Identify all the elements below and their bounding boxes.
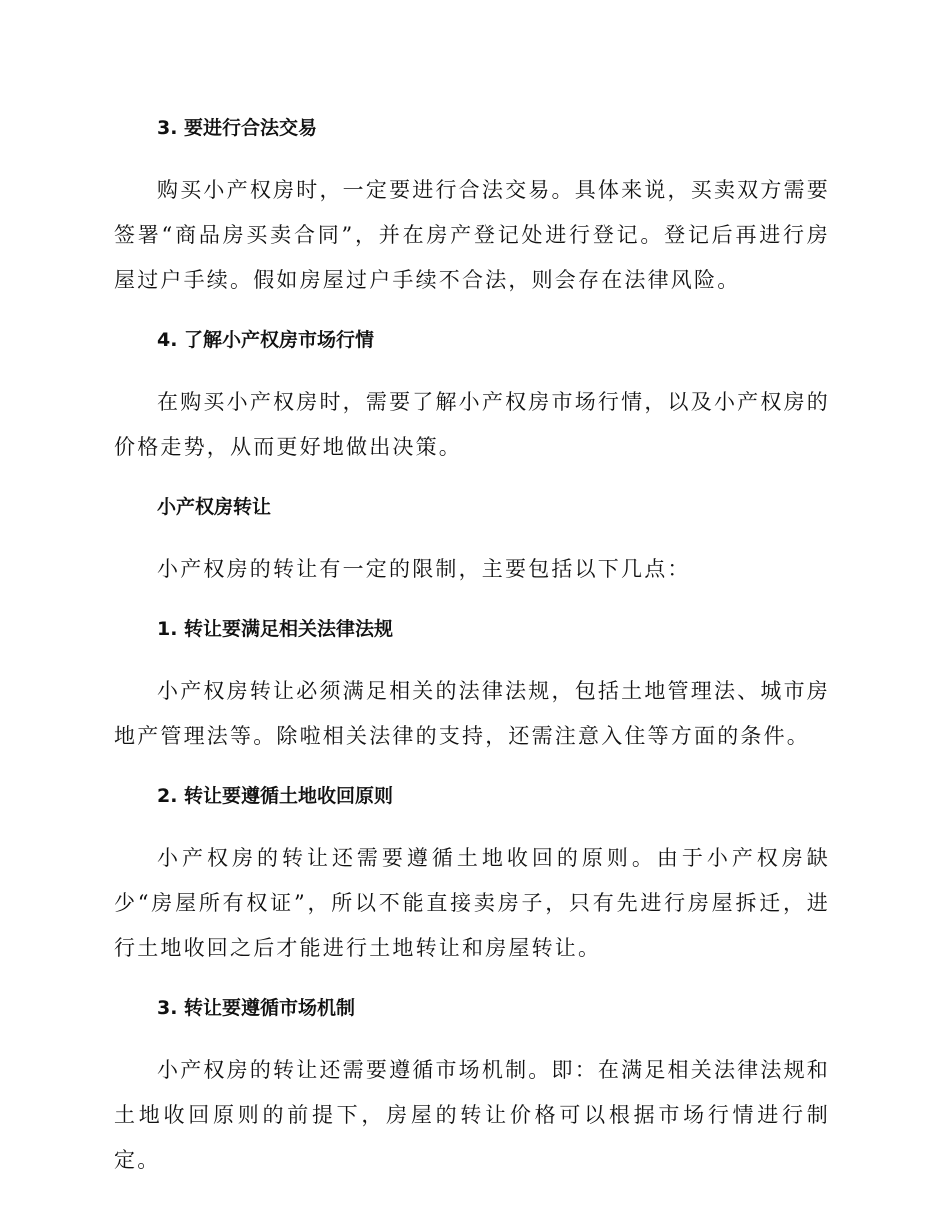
section-paragraph-market-mechanism: 小产权房的转让还需要遵循市场机制。即：在满足相关法律法规和土地收回原则的前提下，房屋的转让价格可以根据市场行情进行制定。: [114, 1058, 830, 1172]
section-heading-land-recovery: 2. 转让要遵循土地收回原则: [157, 785, 394, 807]
section-paragraph-transfer: 小产权房的转让有一定的限制，主要包括以下几点：: [157, 557, 691, 581]
section-heading-market-mechanism: 3. 转让要遵循市场机制: [157, 997, 356, 1019]
section-paragraph-land-recovery: 小产权房的转让还需要遵循土地收回的原则。由于小产权房缺少“房屋所有权证”，所以不能直接卖房子，只有先进行房屋拆迁，进行土地收回之后才能进行土地转让和房屋转让。: [114, 846, 830, 960]
section-heading-transfer: 小产权房转让: [157, 496, 272, 518]
section-paragraph-legal-transaction: 购买小产权房时，一定要进行合法交易。具体来说，买卖双方需要签署“商品房买卖合同”，并在房产登记处进行登记。登记后再进行房屋过户手续。假如房屋过户手续不合法，则会存在法律风险。: [114, 178, 830, 292]
document-body: [114, 108, 830, 1200]
section-heading-legal-transaction: 3. 要进行合法交易: [157, 117, 318, 139]
section-heading-market-conditions: 4. 了解小产权房市场行情: [157, 329, 375, 351]
section-paragraph-market-conditions: 在购买小产权房时，需要了解小产权房市场行情，以及小产权房的价格走势，从而更好地做出决策。: [114, 390, 830, 459]
section-paragraph-legal-requirements: 小产权房转让必须满足相关的法律法规，包括土地管理法、城市房地产管理法等。除啦相关法律的支持，还需注意入住等方面的条件。: [114, 679, 830, 748]
section-heading-legal-requirements: 1. 转让要满足相关法律法规: [157, 618, 394, 640]
